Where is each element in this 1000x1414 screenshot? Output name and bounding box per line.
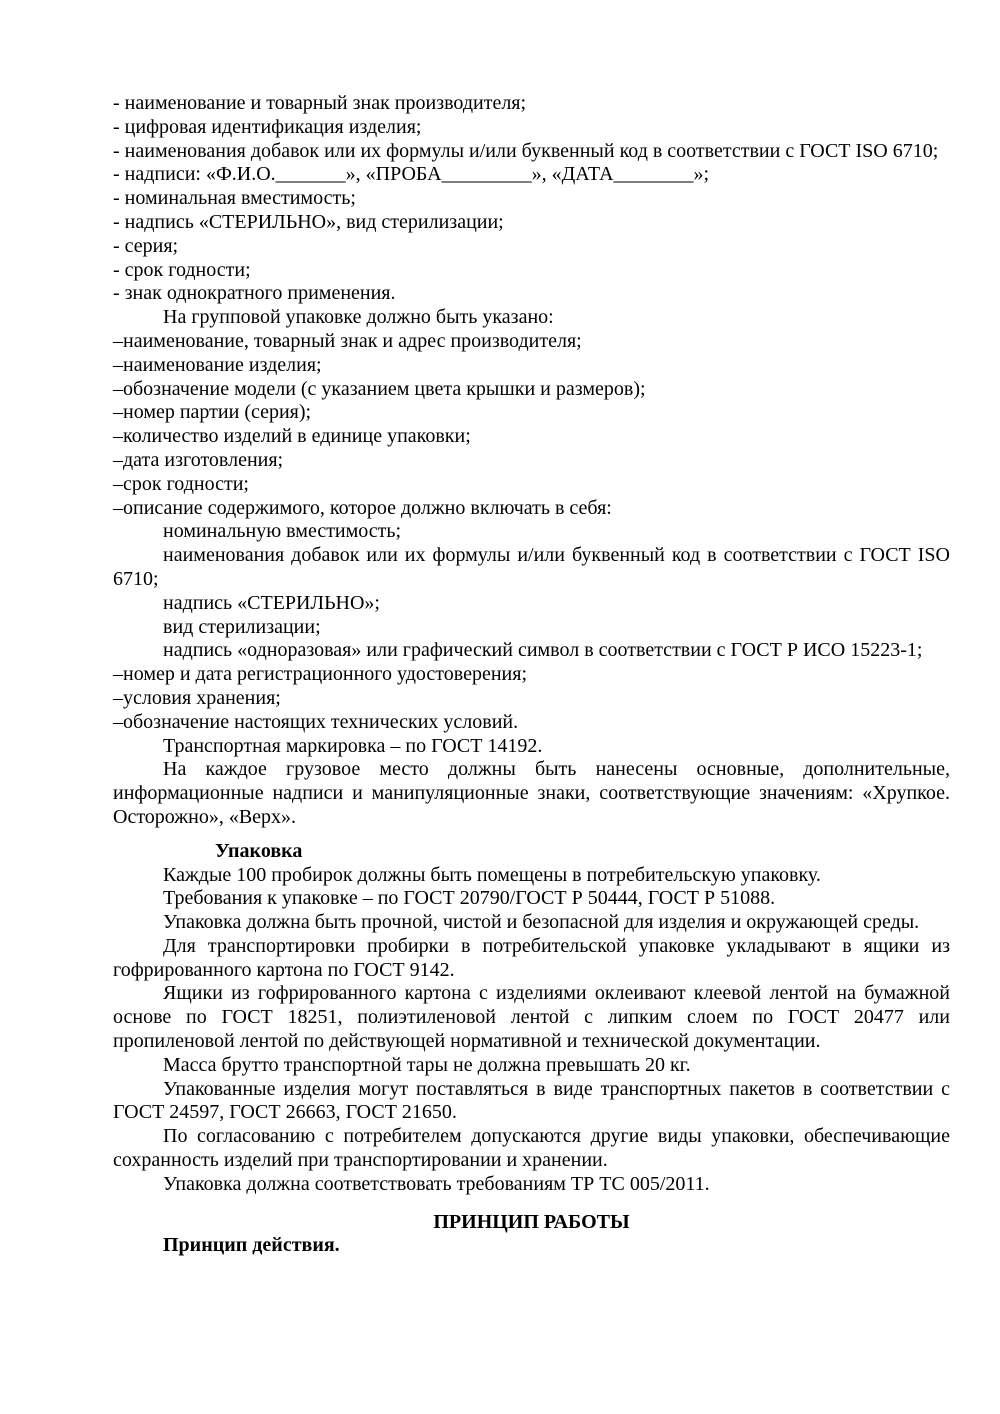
principle-of-action-lead: Принцип действия. xyxy=(163,1234,340,1257)
package-contents-item: надпись «СТЕРИЛЬНО»; xyxy=(163,591,380,614)
consumer-marking-item: - наименования добавок или их формулы и/или буквенный код в соответствии с ГОСТ ISO 6710; xyxy=(113,139,939,162)
group-marking-item: –наименование, товарный знак и адрес производителя; xyxy=(113,329,582,352)
group-marking-item: –дата изготовления; xyxy=(113,448,284,471)
group-marking-item: –номер партии (серия); xyxy=(113,401,312,424)
packaging-paragraph: Упаковка должна быть прочной, чистой и безопасной для изделия и окружающей среды. xyxy=(163,911,920,934)
packaging-paragraph: Масса брутто транспортной тары не должна превышать 20 кг. xyxy=(163,1053,691,1076)
principle-of-work-heading: ПРИНЦИП РАБОТЫ xyxy=(433,1210,630,1233)
packaging-paragraph: Упаковка должна соответствовать требованиям ТР ТС 005/2011. xyxy=(163,1172,710,1195)
group-marking-item: –описание содержимого, которое должно включать в себя: xyxy=(113,496,612,519)
package-contents-item: наименования добавок или их формулы и/или буквенный код в соответствии с ГОСТ ISO 6710; xyxy=(113,544,950,590)
packaging-paragraph: Ящики из гофрированного картона с изделиями оклеивают клеевой лентой на бумажной основе по ГОСТ 18251, полиэтиленовой лентой с липким слоем по ГОСТ 20477 или пропиленовой лентой по действующей нормативной и технической документации. xyxy=(113,982,950,1053)
group-marking-item: –обозначение модели (с указанием цвета крышки и размеров); xyxy=(113,377,646,400)
package-contents-item: надпись «одноразовая» или графический символ в соответствии с ГОСТ Р ИСО 15223-1; xyxy=(163,639,923,662)
group-marking-item: –наименование изделия; xyxy=(113,353,322,376)
consumer-marking-item: - серия; xyxy=(113,234,179,257)
consumer-marking-item: - срок годности; xyxy=(113,258,251,281)
consumer-marking-item: - знак однократного применения. xyxy=(113,282,396,305)
packaging-paragraph: Каждые 100 пробирок должны быть помещены в потребительскую упаковку. xyxy=(163,863,821,886)
packaging-paragraph: Упакованные изделия могут поставляться в виде транспортных пакетов в соответствии с ГОСТ 24597, ГОСТ 26663, ГОСТ 21650. xyxy=(113,1077,950,1124)
group-marking-item: –срок годности; xyxy=(113,472,249,495)
consumer-marking-item: - надписи: «Ф.И.О._______», «ПРОБА_________», «ДАТА________»; xyxy=(113,163,710,186)
consumer-marking-item: - номинальная вместимость; xyxy=(113,187,356,210)
packaging-paragraph: Требования к упаковке – по ГОСТ 20790/ГОСТ Р 50444, ГОСТ Р 51088. xyxy=(163,887,776,910)
group-marking-item: –количество изделий в единице упаковки; xyxy=(113,425,471,448)
package-contents-item: номинальную вместимость; xyxy=(163,520,402,543)
group-packaging-intro: На групповой упаковке должно быть указано: xyxy=(163,306,554,329)
consumer-marking-item: - надпись «СТЕРИЛЬНО», вид стерилизации; xyxy=(113,210,504,233)
package-contents-item: вид стерилизации; xyxy=(163,615,321,638)
document-page xyxy=(113,92,950,1258)
packaging-paragraph: По согласованию с потребителем допускаются другие виды упаковки, обеспечивающие сохранность изделий при транспортировании и хранении. xyxy=(113,1125,950,1172)
group-marking-item: –номер и дата регистрационного удостоверения; xyxy=(113,663,528,686)
transport-marking-paragraph: Транспортная маркировка – по ГОСТ 14192. xyxy=(163,734,543,757)
cargo-marking-paragraph: На каждое грузовое место должны быть нанесены основные, дополнительные, информационные надписи и манипуляционные знаки, соответствующие значениям: «Хрупкое. Осторожно», «Верх». xyxy=(113,758,950,828)
group-marking-item: –условия хранения; xyxy=(113,686,281,709)
consumer-marking-item: - цифровая идентификация изделия; xyxy=(113,115,422,138)
packaging-heading: Упаковка xyxy=(215,839,303,862)
consumer-marking-item: - наименование и товарный знак производителя; xyxy=(113,92,527,114)
group-marking-item: –обозначение настоящих технических условий. xyxy=(113,710,519,733)
packaging-paragraph: Для транспортировки пробирки в потребительской упаковке укладывают в ящики из гофрированного картона по ГОСТ 9142. xyxy=(113,934,950,981)
